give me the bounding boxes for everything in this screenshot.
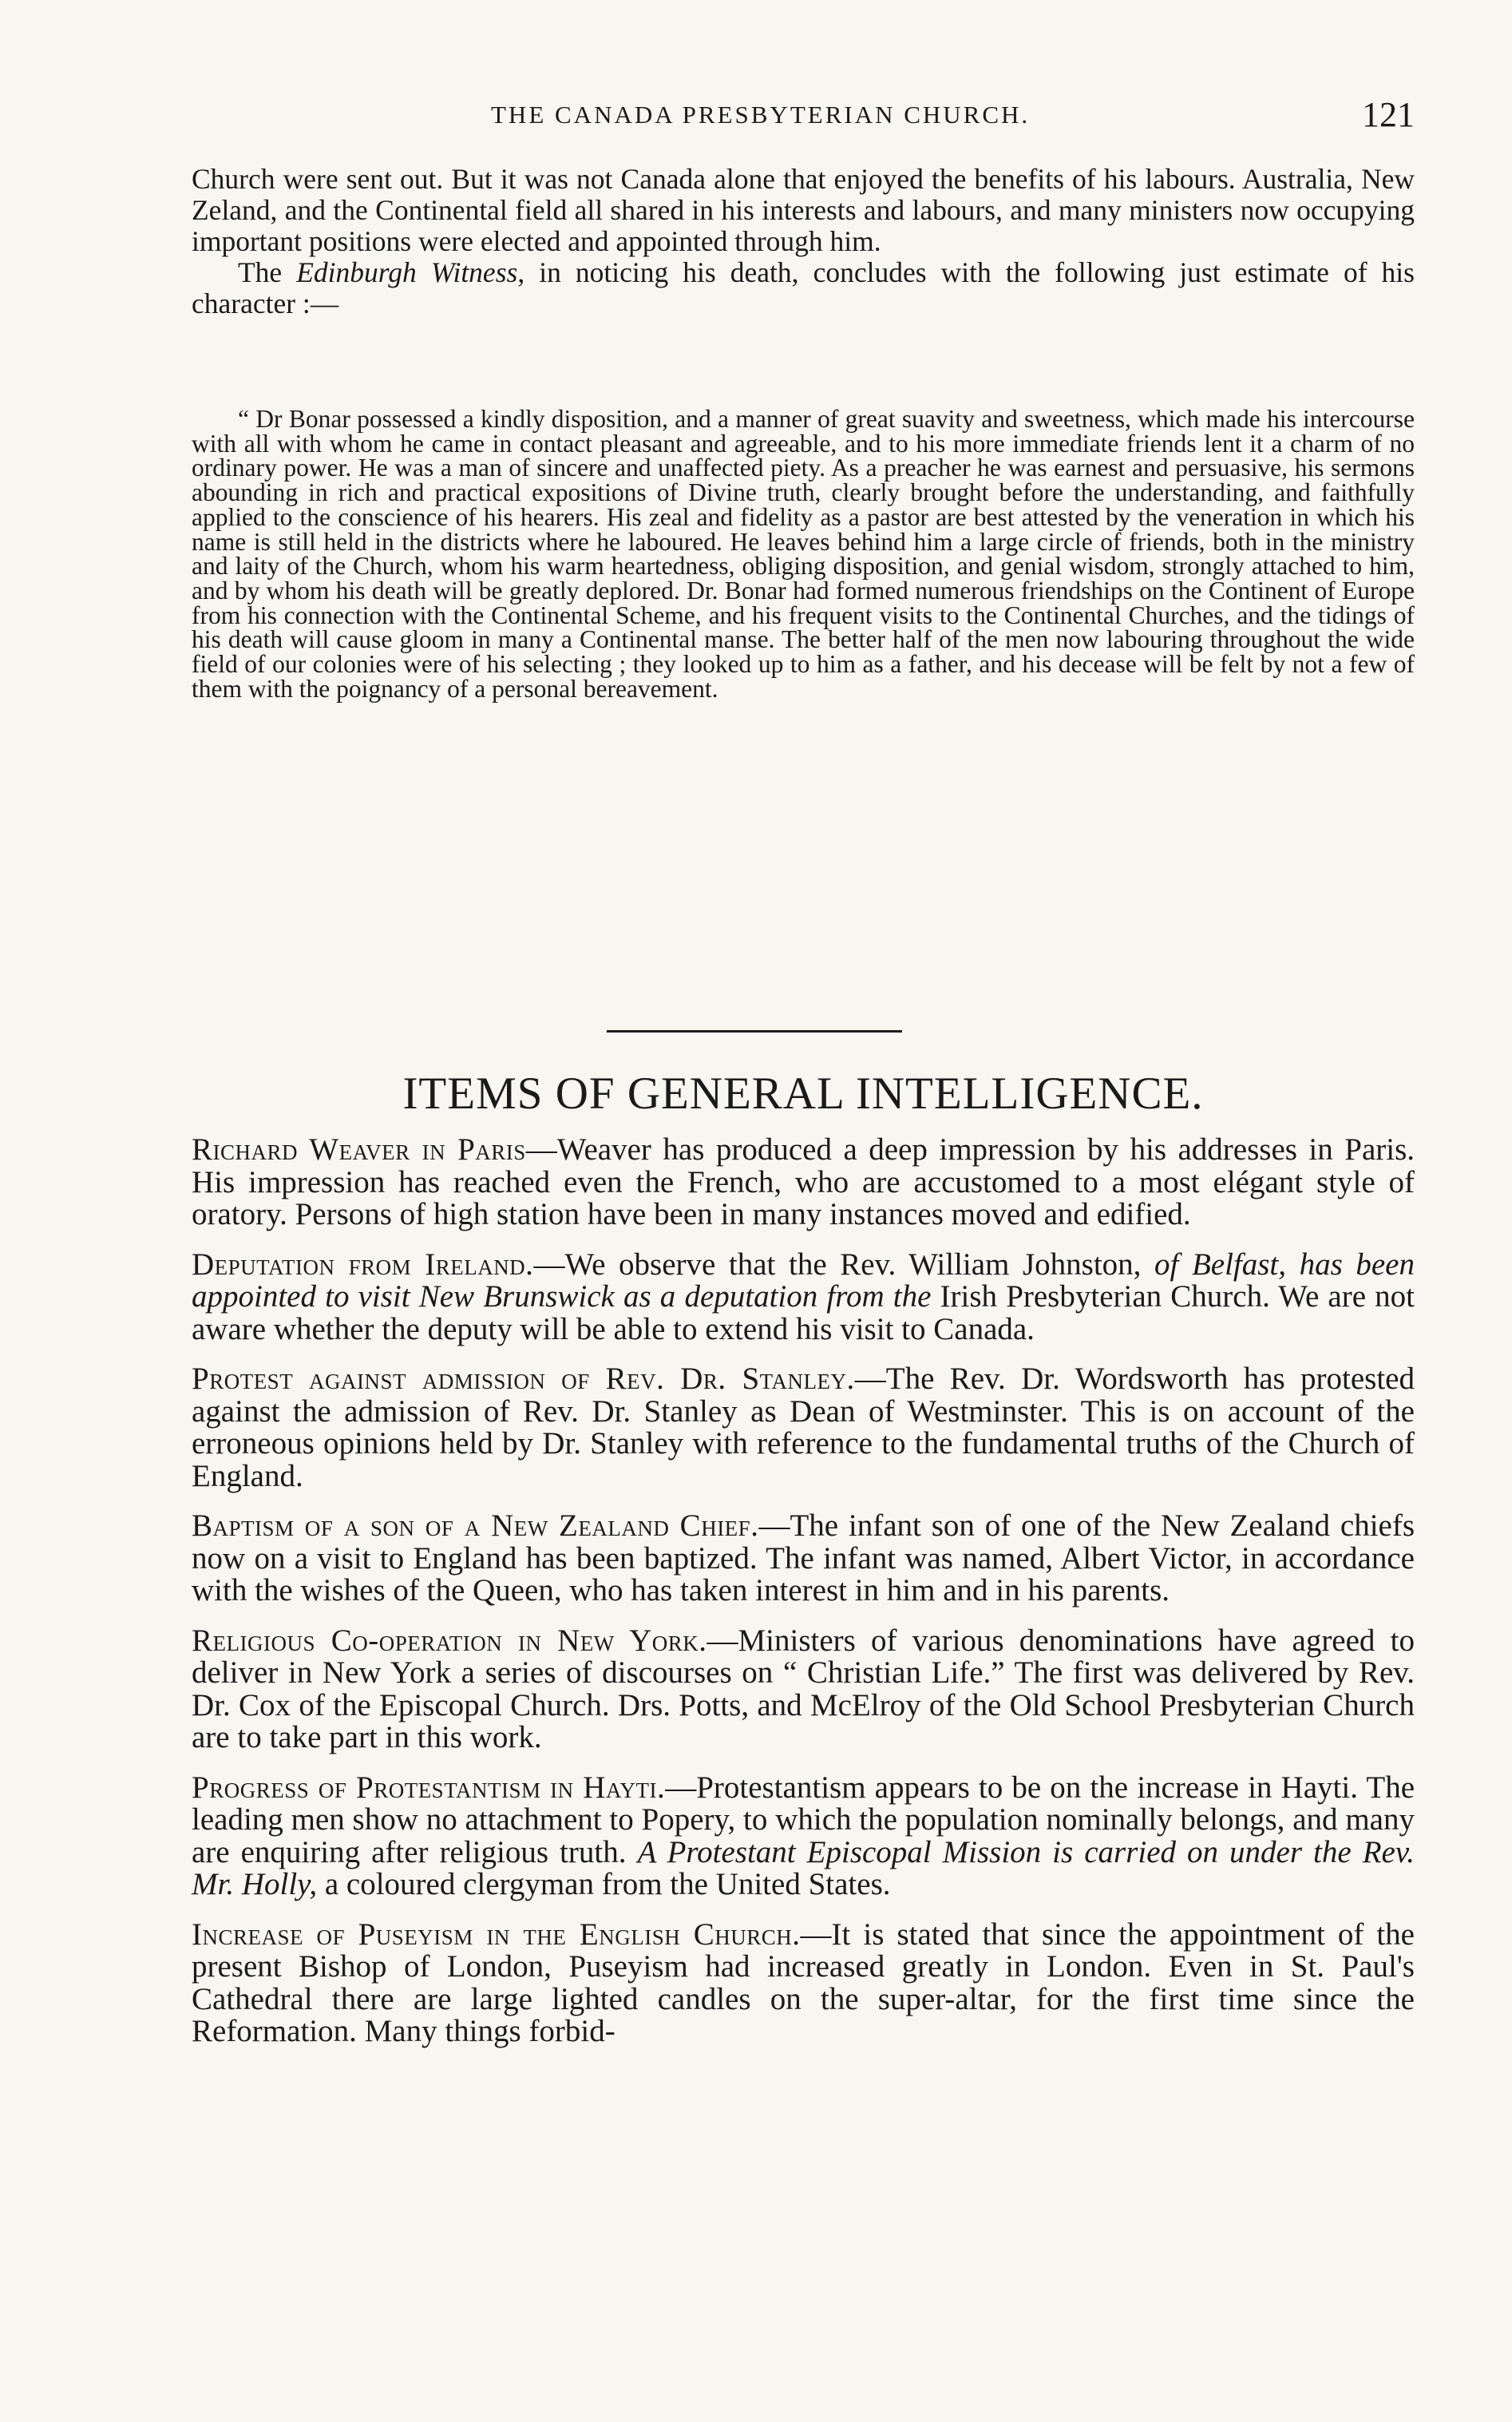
paragraph-2 [192,257,1415,319]
running-head [192,94,1415,142]
news-item [192,1134,1415,1231]
section-divider [607,1030,902,1033]
item-text: —The Rev. Dr. Wordsworth has protested against the admission of Rev. Dr. Stanley as Dean of Westminster. This is on account of the erroneous opinions held by Dr. Stanley with reference to the fundamental truths of the Church of England. [192,1362,1415,1493]
item-text: —Protestantism appears to be on the increase in Hayti. The leading men show no attachment to Popery, to which the population nominally belongs, and many are enquiring after religious truth. [192,1770,1415,1869]
news-item [192,1510,1415,1607]
news-items [192,1134,1415,2066]
news-item [192,1363,1415,1492]
item-heading: Protest against admission of Rev. Dr. Stanley. [192,1362,855,1396]
item-heading: Deputation from Ireland. [192,1247,534,1282]
item-heading: Progress of Protestantism in Hayti. [192,1770,666,1805]
news-item [192,1625,1415,1754]
item-text: —Weaver has produced a deep impression by his addresses in Paris. His impression has reached even the French, who are accustomed to a most elégant style of oratory. Persons of high station have been in many instances moved and edified. [192,1132,1415,1231]
item-heading: Baptism of a son of a New Zealand Chief. [192,1508,759,1543]
news-item [192,1249,1415,1346]
news-item [192,1919,1415,2048]
item-heading: Increase of Puseyism in the English Church. [192,1917,801,1952]
quoted-tribute: “ Dr Bonar possessed a kindly disposition, and a manner of great suavity and sweetness, which made his intercourse with all with whom he came in contact pleasant and agreeable, and to his more immediate friends lent it a charm of no ordinary power. He was a man of sincere and unaffected piety. As a preacher he was earnest and persuasive, his sermons abounding in rich and practical expositions of Divine truth, clearly brought before the understanding, and faithfully applied to the conscience of his hearers. His zeal and fidelity as a pastor are best attested by the veneration in which his name is still held in the districts where he laboured. He leaves behind him a large circle of friends, both in the ministry and laity of the Church, whom his warm heartedness, obliging disposition, and genial wisdom, strongly attached to him, and by whom his death will be greatly deplored. Dr. Bonar had formed numerous friendships on the Continent of Europe from his connection with the Continental Scheme, and his frequent visits to the Continental Churches, and the tidings of his death will cause gloom in many a Continental manse. The better half of the men now labouring throughout the wide field of our colonies were of his selecting ; they looked up to him as a father, and his decease will be felt by not a few of them with the poignancy of a personal bereavement. [192,405,1415,703]
item-text: —The infant son of one of the New Zealand chiefs now on a visit to England has been baptized. The infant was named, Albert Victor, in accordance with the wishes of the Queen, who has taken interest in him and in his parents. [192,1508,1415,1607]
paragraph-1: Church were sent out. But it was not Canada alone that enjoyed the benefits of his labours. Australia, New Zeland, and the Continental field all shared in his interests and labours, and many ministers now occupying important positions were elected and appointed through him. [192,163,1415,257]
item-text-italic: of Belfast, has been appointed to visit New Brunswick as a deputation from the [192,1247,1415,1314]
obituary-continuation [192,164,1415,319]
page-number: 121 [1362,95,1415,134]
item-heading: Richard Weaver in Paris [192,1132,526,1167]
news-item [192,1772,1415,1901]
item-text: —It is stated that since the appointment of the present Bishop of London, Puseyism had increased greatly in London. Even in St. Paul's Cathedral there are large lighted candles on the super-altar, for the first time since the Reformation. Many things forbid- [192,1917,1415,2048]
item-text-italic: A Protestant Episcopal Mission is carried on under the Rev. Mr. Holly, [192,1834,1415,1901]
section-heading: ITEMS OF GENERAL INTELLIGENCE. [402,1068,1204,1119]
item-text: a coloured clergyman from the United States. [317,1867,891,1901]
item-heading: Religious Co-operation in New York. [192,1623,707,1658]
item-text: —Ministers of various denominations have agreed to deliver in New York a series of discourses on “ Christian Life.” The first was delivered by Rev. Dr. Cox of the Episcopal Church. Drs. Potts, and McElroy of the Old School Presbyterian Church are to take part in this work. [192,1623,1415,1754]
paragraph-2-prefix: The [238,256,297,288]
newspaper-title: Edinburgh Witness [296,256,518,288]
item-text: —We observe that the Rev. William Johnston, [533,1247,1155,1282]
item-text: Irish Presbyterian Church. We are not aware whether the deputy will be able to extend his visit to Canada. [192,1279,1415,1346]
paragraph-2-suffix: , in noticing his death, concludes with the following just estimate of his character :— [192,256,1415,319]
running-title: THE CANADA PRESBYTERIAN CHURCH. [491,101,1031,129]
